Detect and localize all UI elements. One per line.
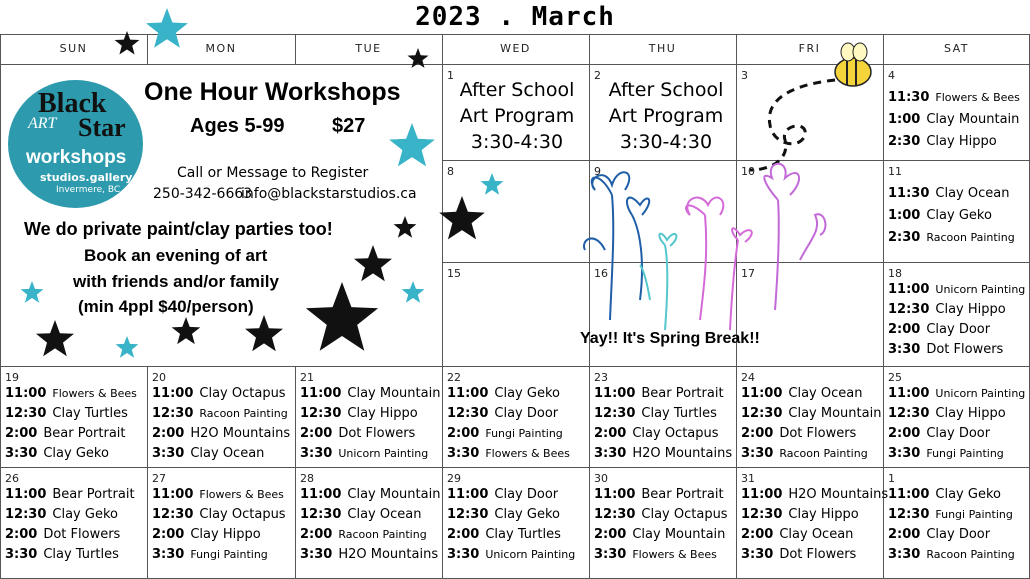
- event-time: 12:30: [152, 507, 194, 522]
- event-time: 3:30: [5, 446, 38, 461]
- event-time: 3:30: [888, 547, 921, 562]
- event-name: Clay Geko: [926, 208, 992, 223]
- event-name: Clay Geko: [43, 446, 109, 461]
- star-icon: [146, 8, 188, 48]
- event-name: Flowers & Bees: [52, 387, 137, 400]
- promo-email: info@blackstarstudios.ca: [241, 186, 417, 202]
- event-time: 3:30: [888, 446, 921, 461]
- after-school-line3: 3:30-4:30: [470, 131, 564, 153]
- day-number: 2: [594, 69, 601, 82]
- event-time: 3:30: [741, 547, 774, 562]
- event-time: 11:00: [888, 282, 930, 297]
- event-name: Clay Hippo: [190, 527, 261, 542]
- event-time: 12:30: [447, 507, 489, 522]
- after-school-line2: Art Program: [608, 105, 724, 127]
- event-name: Clay Ocean: [347, 507, 422, 522]
- weekday-mon: MON: [205, 42, 237, 55]
- event-item: [741, 406, 881, 421]
- event-time: 12:30: [447, 406, 489, 421]
- event-item: [888, 507, 1013, 522]
- event-name: Flowers & Bees: [199, 488, 284, 501]
- star-icon: [394, 216, 417, 238]
- event-time: 3:30: [152, 446, 185, 461]
- day-number: 19: [5, 371, 19, 384]
- event-time: 11:30: [888, 186, 930, 201]
- day-number: 15: [447, 267, 461, 280]
- event-name: Fungi Painting: [935, 508, 1013, 521]
- event-item: [741, 386, 862, 401]
- event-item: [594, 547, 717, 562]
- day-number: 17: [741, 267, 755, 280]
- event-name: Clay Ocean: [779, 527, 854, 542]
- event-time: 11:00: [594, 386, 636, 401]
- day-number: 25: [888, 371, 902, 384]
- event-time: 11:00: [152, 487, 194, 502]
- event-time: 2:00: [447, 426, 480, 441]
- event-name: Racoon Painting: [338, 528, 427, 541]
- event-item: [888, 186, 1009, 201]
- event-time: 3:30: [300, 547, 333, 562]
- event-item: [152, 487, 284, 502]
- event-item: [594, 386, 724, 401]
- star-icon: [481, 173, 504, 195]
- event-time: 1:00: [888, 112, 921, 127]
- event-time: 2:00: [5, 426, 38, 441]
- event-time: 12:30: [5, 507, 47, 522]
- event-item: [447, 426, 563, 441]
- day-number: 23: [594, 371, 608, 384]
- event-name: Racoon Painting: [779, 447, 868, 460]
- event-name: Clay Mountain: [347, 386, 441, 401]
- event-time: 3:30: [447, 547, 480, 562]
- event-item: [888, 547, 1015, 562]
- star-icon: [354, 245, 392, 281]
- event-item: [888, 527, 990, 542]
- event-time: 11:00: [447, 487, 489, 502]
- event-time: 3:30: [594, 446, 627, 461]
- event-item: [594, 406, 717, 421]
- event-time: 11:00: [888, 487, 930, 502]
- event-time: 2:00: [741, 426, 774, 441]
- event-name: Fungi Painting: [485, 427, 563, 440]
- event-name: Clay Octapus: [632, 426, 719, 441]
- day-number: 8: [447, 165, 454, 178]
- event-item: [888, 426, 990, 441]
- event-name: Clay Geko: [494, 507, 560, 522]
- event-name: Clay Door: [926, 527, 991, 542]
- day-number: 18: [888, 267, 902, 280]
- after-school-line1: After School: [608, 79, 724, 101]
- event-name: Racoon Painting: [926, 548, 1015, 561]
- event-item: [888, 386, 1025, 401]
- event-item: [300, 487, 440, 502]
- event-item: [300, 507, 421, 522]
- event-name: Clay Hippo: [935, 302, 1006, 317]
- event-item: [5, 527, 120, 542]
- event-time: 11:00: [5, 487, 47, 502]
- event-time: 11:00: [741, 386, 783, 401]
- event-name: Unicorn Painting: [935, 283, 1026, 296]
- event-time: 3:30: [741, 446, 774, 461]
- promo-party-line2: Book an evening of art: [84, 246, 268, 265]
- event-time: 2:00: [594, 527, 627, 542]
- logo-text-site: studios.gallery: [40, 171, 133, 184]
- promo-party-line3: with friends and/or family: [73, 272, 279, 291]
- event-item: [741, 446, 868, 461]
- event-name: Clay Hippo: [935, 406, 1006, 421]
- weekday-sat: SAT: [943, 42, 970, 55]
- event-item: [152, 527, 261, 542]
- event-item: [594, 487, 724, 502]
- event-name: Clay Door: [926, 322, 991, 337]
- event-name: Unicorn Painting: [935, 387, 1026, 400]
- event-name: Clay Turtles: [485, 527, 561, 542]
- bee-trail: [750, 80, 835, 170]
- event-time: 11:00: [152, 386, 194, 401]
- event-name: Bear Portrait: [43, 426, 126, 441]
- event-name: Clay Hippo: [347, 406, 418, 421]
- event-item: [888, 282, 1025, 297]
- day-number: 11: [888, 165, 902, 178]
- event-item: [741, 426, 856, 441]
- event-time: 11:00: [741, 487, 783, 502]
- star-icon: [306, 282, 378, 351]
- event-time: 12:30: [594, 406, 636, 421]
- day-number: 22: [447, 371, 461, 384]
- event-item: [300, 426, 415, 441]
- star-icon: [402, 281, 425, 303]
- day-number: 31: [741, 472, 755, 485]
- event-name: Fungi Painting: [190, 548, 268, 561]
- event-name: Clay Geko: [52, 507, 118, 522]
- event-name: H2O Mountains: [788, 487, 889, 502]
- event-name: Bear Portrait: [52, 487, 135, 502]
- event-time: 3:30: [300, 446, 333, 461]
- event-name: Clay Hippo: [788, 507, 859, 522]
- event-item: [594, 426, 719, 441]
- logo-text-workshops: workshops: [26, 147, 127, 168]
- event-name: Dot Flowers: [779, 547, 857, 562]
- event-name: Flowers & Bees: [485, 447, 570, 460]
- event-name: Dot Flowers: [338, 426, 416, 441]
- star-icon: [439, 196, 485, 239]
- event-item: [300, 527, 427, 542]
- star-icon: [172, 317, 201, 344]
- event-item: [447, 446, 570, 461]
- event-name: Bear Portrait: [641, 386, 724, 401]
- event-item: [5, 426, 126, 441]
- event-name: Clay Door: [494, 406, 559, 421]
- weekday-wed: WED: [500, 42, 531, 55]
- bee-icon: [835, 43, 871, 86]
- event-time: 2:00: [152, 426, 185, 441]
- event-time: 11:00: [447, 386, 489, 401]
- event-time: 2:00: [300, 426, 333, 441]
- event-item: [888, 322, 990, 337]
- event-name: Clay Mountain: [632, 527, 726, 542]
- event-time: 12:30: [300, 406, 342, 421]
- event-name: Flowers & Bees: [632, 548, 717, 561]
- event-name: Flowers & Bees: [935, 91, 1020, 104]
- day-number: 27: [152, 472, 166, 485]
- event-name: Racoon Painting: [199, 407, 288, 420]
- event-item: [5, 547, 119, 562]
- event-item: [888, 302, 1006, 317]
- event-name: Clay Mountain: [788, 406, 882, 421]
- day-number: 26: [5, 472, 19, 485]
- event-item: [152, 507, 286, 522]
- logo-text-place: Invermere, BC: [56, 185, 121, 195]
- event-item: [741, 547, 856, 562]
- event-name: Clay Octapus: [199, 386, 286, 401]
- event-time: 3:30: [152, 547, 185, 562]
- event-item: [447, 527, 561, 542]
- event-name: H2O Mountains: [338, 547, 439, 562]
- event-time: 12:30: [888, 406, 930, 421]
- event-name: H2O Mountains: [190, 426, 291, 441]
- event-item: [152, 426, 290, 441]
- star-icon: [245, 315, 283, 351]
- day-number: 1: [447, 69, 454, 82]
- event-item: [888, 134, 997, 149]
- promo-price: $27: [332, 115, 366, 137]
- event-item: [888, 446, 1004, 461]
- event-time: 11:00: [5, 386, 47, 401]
- logo-text-black: Black: [38, 88, 107, 119]
- event-name: Unicorn Painting: [485, 548, 576, 561]
- event-item: [741, 507, 859, 522]
- event-item: [152, 386, 286, 401]
- spring-break-banner: Yay!! It's Spring Break!!: [580, 330, 760, 347]
- star-icon: [408, 48, 429, 68]
- event-item: [888, 230, 1015, 245]
- calendar-title: 2023 . March: [415, 2, 615, 32]
- event-time: 2:30: [888, 134, 921, 149]
- event-item: [300, 406, 418, 421]
- promo-headline: One Hour Workshops: [144, 78, 401, 106]
- event-item: [5, 507, 118, 522]
- star-icon: [36, 320, 74, 356]
- logo-text-star: Star: [78, 113, 126, 142]
- event-name: Clay Mountain: [926, 112, 1020, 127]
- event-time: 1:00: [888, 208, 921, 223]
- event-time: 12:30: [888, 302, 930, 317]
- event-item: [594, 507, 728, 522]
- star-icon: [389, 123, 435, 166]
- event-name: Clay Ocean: [788, 386, 863, 401]
- event-name: Clay Turtles: [43, 547, 119, 562]
- logo-text-art: ART: [28, 115, 57, 132]
- event-name: Clay Door: [926, 426, 991, 441]
- event-time: 2:00: [888, 322, 921, 337]
- event-time: 2:00: [300, 527, 333, 542]
- event-item: [888, 487, 1001, 502]
- day-number: 9: [594, 165, 601, 178]
- event-item: [888, 90, 1020, 105]
- event-name: Clay Turtles: [641, 406, 717, 421]
- weekday-thu: THU: [648, 42, 677, 55]
- event-item: [447, 487, 558, 502]
- event-item: [152, 547, 268, 562]
- after-school-line2: Art Program: [459, 105, 575, 127]
- day-number: 28: [300, 472, 314, 485]
- event-item: [594, 446, 732, 461]
- event-name: Clay Turtles: [52, 406, 128, 421]
- event-time: 11:00: [300, 386, 342, 401]
- event-time: 11:00: [888, 386, 930, 401]
- day-number: 30: [594, 472, 608, 485]
- star-icon: [115, 31, 140, 55]
- event-name: Fungi Painting: [926, 447, 1004, 460]
- event-item: [447, 507, 560, 522]
- event-item: [888, 208, 992, 223]
- event-name: Dot Flowers: [926, 342, 1004, 357]
- weekday-tue: TUE: [355, 42, 382, 55]
- promo-call: Call or Message to Register: [177, 165, 369, 181]
- event-time: 12:30: [741, 507, 783, 522]
- star-icon: [116, 336, 139, 358]
- day-number: 4: [888, 69, 895, 82]
- event-name: Clay Octapus: [199, 507, 286, 522]
- event-time: 12:30: [741, 406, 783, 421]
- after-school-line3: 3:30-4:30: [619, 131, 713, 153]
- event-name: Unicorn Painting: [338, 447, 429, 460]
- day-number: 16: [594, 267, 608, 280]
- event-name: Clay Mountain: [347, 487, 441, 502]
- event-item: [152, 446, 264, 461]
- promo-party-line1: We do private paint/clay parties too!: [24, 219, 333, 239]
- event-time: 11:00: [594, 487, 636, 502]
- event-time: 2:00: [888, 426, 921, 441]
- event-time: 12:30: [5, 406, 47, 421]
- event-item: [888, 406, 1006, 421]
- event-item: [741, 527, 853, 542]
- event-time: 3:30: [5, 547, 38, 562]
- event-item: [888, 342, 1003, 357]
- event-item: [152, 406, 288, 421]
- event-item: [300, 547, 438, 562]
- weekday-fri: FRI: [798, 42, 821, 55]
- event-name: Clay Ocean: [190, 446, 265, 461]
- event-time: 2:00: [888, 527, 921, 542]
- day-number: 21: [300, 371, 314, 384]
- event-item: [594, 527, 725, 542]
- event-name: Bear Portrait: [641, 487, 724, 502]
- day-number: 1: [888, 472, 895, 485]
- day-number: 29: [447, 472, 461, 485]
- event-time: 12:30: [152, 406, 194, 421]
- event-time: 3:30: [447, 446, 480, 461]
- promo-party-line4: (min 4ppl $40/person): [78, 297, 254, 316]
- event-time: 11:30: [888, 90, 930, 105]
- event-name: Clay Hippo: [926, 134, 997, 149]
- event-name: Clay Geko: [494, 386, 560, 401]
- event-item: [5, 386, 137, 401]
- promo-ages: Ages 5-99: [190, 115, 285, 137]
- day-number: 3: [741, 69, 748, 82]
- day-number: 10: [741, 165, 755, 178]
- event-time: 2:00: [5, 527, 38, 542]
- event-name: H2O Mountains: [632, 446, 733, 461]
- event-name: Dot Flowers: [43, 527, 121, 542]
- event-time: 3:30: [888, 342, 921, 357]
- event-item: [300, 446, 428, 461]
- event-name: Clay Octapus: [641, 507, 728, 522]
- star-icon: [21, 281, 44, 303]
- event-time: 11:00: [300, 487, 342, 502]
- event-time: 2:00: [152, 527, 185, 542]
- day-number: 24: [741, 371, 755, 384]
- promo-phone: 250-342-6663: [153, 186, 253, 202]
- spring-flowers-drawing: [584, 164, 825, 330]
- event-item: [447, 547, 575, 562]
- after-school-line1: After School: [459, 79, 575, 101]
- event-time: 12:30: [594, 507, 636, 522]
- event-item: [5, 446, 109, 461]
- event-time: 3:30: [594, 547, 627, 562]
- event-item: [447, 386, 560, 401]
- event-item: [447, 406, 558, 421]
- event-time: 2:00: [447, 527, 480, 542]
- weekday-sun: SUN: [59, 42, 88, 55]
- event-name: Dot Flowers: [779, 426, 857, 441]
- event-name: Racoon Painting: [926, 231, 1015, 244]
- event-name: Clay Door: [494, 487, 559, 502]
- event-time: 12:30: [888, 507, 930, 522]
- event-item: [888, 112, 1019, 127]
- event-item: [300, 386, 440, 401]
- event-item: [5, 406, 128, 421]
- event-time: 2:00: [594, 426, 627, 441]
- event-name: Clay Ocean: [935, 186, 1010, 201]
- event-time: 12:30: [300, 507, 342, 522]
- event-time: 2:30: [888, 230, 921, 245]
- event-name: Clay Geko: [935, 487, 1001, 502]
- event-time: 2:00: [741, 527, 774, 542]
- event-item: [741, 487, 888, 502]
- event-item: [5, 487, 135, 502]
- day-number: 20: [152, 371, 166, 384]
